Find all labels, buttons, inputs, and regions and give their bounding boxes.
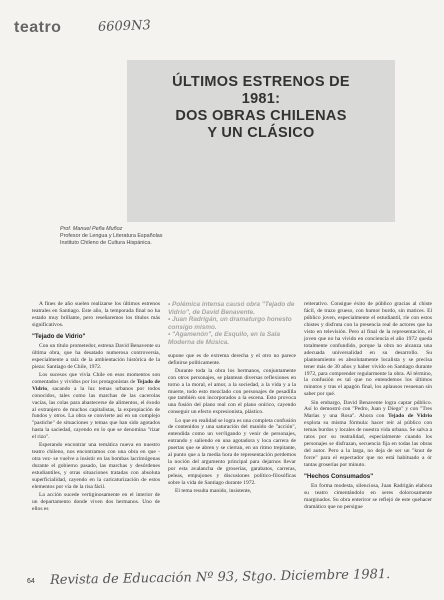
title-box xyxy=(127,60,395,222)
pull-quote-item: • Polémica intensa causó obra "Tejado de Vidrio", de David Benavente. xyxy=(168,301,295,316)
paragraph: Lo que en realidad se logra es una completa confusión de contenidos y una saturación del manido de "acción", entendida como un ver/ligando y venir de personajes, entrando y saliendo en una agotadora y loca carrera de puertas que se abren y se cierran, en un ritmo trepitante, al punto que a la media hora de representación perdemos la noción del argumento principal para dejarnos llevar por esta avalancha de groserías, garabatos, carreras, peleas, empujones y discusiones político-filosóficas sobre la vida de Santiago durante 1972. xyxy=(168,417,296,487)
bold-title: Tejado de Vidrio xyxy=(388,413,432,420)
paragraph: Esperando encontrar una temática nueva en nuestro teatro chileno, nos encontramos con una obra en que -otra vez- se vuelve a insistir en las bombas lacrimógenas durante el gobierno pasado, las marchas y desórdenes estudiantiles, y otras situaciones tratadas con absoluta superficialidad, cayendo en la caricaturización de estos elementos por vía de la risa fácil. xyxy=(32,442,160,491)
handwritten-code: 6609N3 xyxy=(97,18,151,35)
paragraph: El tema resulta manido, insistente, xyxy=(175,488,252,495)
section-label: teatro xyxy=(14,19,62,36)
text-span: Sin embargo, David Benavente logra captar público. Así lo demostró con "Pedro, Juan y Diego" y con "Tres Marías y una Rosa". Ahora con xyxy=(304,399,432,420)
paragraph xyxy=(304,400,432,470)
column-2 xyxy=(168,301,296,575)
author-name: Prof. Manuel Peña Muñoz xyxy=(60,226,123,232)
author-role: Profesor de Lengua y Literatura Españolas xyxy=(60,233,163,239)
paragraph: En forma modesta, silenciosa, Juan Radrigán elabora su teatro cimentándolo en seres dolorosamente marginados. Su obra enteriror se reflejó de este quehacer dramático que no persigue xyxy=(304,483,432,510)
paragraph: reiterativo. Consigue éxito de público gracias al chiste fácil, de trazo grueso, con humor burdo, sin matices. El público joven, especialmente el estudiantil, ríe con estos chistes y disfruta con la presencia real de actores que ha visto en televisión. Pero al final de la representación, el joven que no ha vivido en conciencia el año 1972 queda totalmente confundido, porque la obra no alcanza una adecuada universalidad en su desarrollo. Su planteamiento es absolutamente localista y se precisa tener más de 30 años y haber vivido en Santiago durante 1972, para comprender regularmente la obra. Al término, la confusión es tal que no entendemos los últimos minutos y tras el apagón final, los aplausos resuenan sin saber por qué. xyxy=(304,301,432,398)
paragraph: Con un título prometedor, estrena David Benavente su última obra, que ha desatado numerosa controversia, especialmente a raíz de la ambientación histórica de la pieza: Santiago de Chile, 1972. xyxy=(32,342,160,370)
article-body xyxy=(32,301,432,575)
pull-quote xyxy=(168,301,296,347)
title-line-4: Y UN CLÁSICO xyxy=(207,125,315,141)
paragraph: A fines de año suelen realizarse los últimos estrenos teatrales en Santiago. Este año, la temporada final no ha estado muy brillante, pero reseñaremos los títulos más significativos. xyxy=(32,301,160,328)
handwritten-source: Revista de Educación Nº 93, Stgo. Diciembre 1981. xyxy=(49,567,391,588)
paragraph xyxy=(32,372,160,442)
paragraph: La acción sucede vertiginosamente en el interior de un departamento donde viven dos hermanos. Uno de ellos es xyxy=(32,492,160,513)
pull-quote-item: • "Agamenón", de Esquilo, en la Sala Moderna de Música. xyxy=(168,331,280,346)
paragraph: supone que es de extrema derecha y el otro no parece definirse políticamente. xyxy=(168,352,296,366)
author-block xyxy=(60,226,163,247)
text-span: Los sucesos que vivía Chile en esos momentos son comentados y vividos por los protagonistas de xyxy=(32,371,160,385)
text-span: , sacando a la luz temas urbanos por todos conocidos, tales como las marchas de las cacerolas vacías, las colas para abastecerse de alimentos, el éxodo al extranjero de muchos capitalistas, la expropiación de fundos y otros. La obra se convierte así en un complejo "pastiche" de situaciones y temas que han sido agotados hasta la saciedad, cayendo en lo que se denomina "rizar el rizo". xyxy=(32,385,160,441)
page-number: 64 xyxy=(27,578,35,585)
text-span: explota su misma fórmula: hacer reír al público con temas burdos y locales de nuestra vida urbana. Se salva a ratos por su teatralidad, especialmente cuando los personajes se disfrazan, secuencia fija en todas las obras del autor. Pero a la larga, no deja de ser un "knut de force" para el espectador que no está habituado a ór tantas groserías por minuto. xyxy=(304,420,432,469)
subheading: "Tejado de Vidrio" xyxy=(32,332,86,340)
bold-title: Tejado de Vidrio xyxy=(32,378,160,392)
column-3 xyxy=(304,301,432,575)
title-line-2: 1981: xyxy=(241,91,281,107)
paragraph: Durante toda la obra los hermanos, conjuntamente con otros personajes, se plantean diversas reflexiones en torno a la moral, el amor, a la sociedad, a la vida y a la muerte, todo esto mezclado con personajes de pesadilla que también son incorporados a la escena. Esto provoca una fusión del plano real con el plano onírico, cayendo conseguir un efecto expresionista, plástico. xyxy=(168,367,296,416)
title-line-3: DOS OBRAS CHILENAS xyxy=(175,108,347,124)
title-line-1: ÚLTIMOS ESTRENOS DE xyxy=(172,74,350,90)
column-1 xyxy=(32,301,160,575)
author-institution: Instituto Chileno de Cultura Hispánica. xyxy=(60,240,152,246)
pull-quote-item: • Juan Radrigán, un dramaturgo honesto consigo mismo. xyxy=(168,316,292,331)
subheading: "Hechos Consumados" xyxy=(304,473,374,481)
